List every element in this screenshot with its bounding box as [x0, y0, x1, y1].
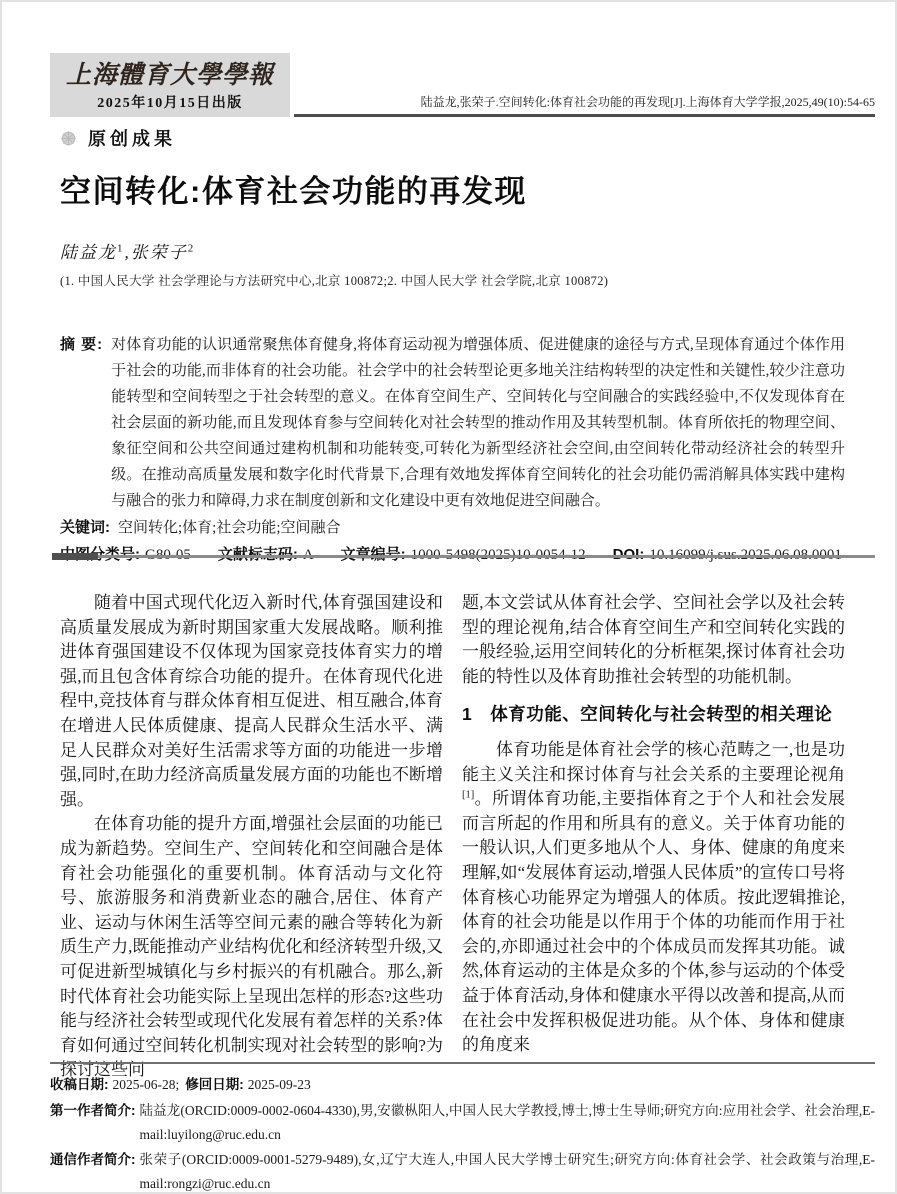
left-column [60, 591, 453, 1083]
corresponding-author-bio [50, 1148, 875, 1194]
keywords-label: 关键词: [60, 519, 110, 536]
citation-line: 陆益龙,张荣子.空间转化:体育社会功能的再发现[J].上海体育大学学报,2025,49(10):54-65 [294, 93, 875, 117]
abstract-label: 摘 要: [60, 336, 104, 353]
received-date: 2025-06-28; [112, 1077, 180, 1092]
frontmatter [60, 332, 845, 568]
first-author-bio [50, 1099, 875, 1148]
author-affiliation-mark: 2 [187, 242, 196, 255]
right-column [453, 591, 845, 1083]
corresponding-author-label: 通信作者简介: [50, 1151, 136, 1167]
frontmatter-divider [52, 553, 875, 561]
section-heading [462, 702, 845, 727]
abstract-block [60, 332, 845, 514]
globe-seal-icon [60, 130, 77, 147]
keywords-text: 空间转化;体育;社会功能;空间融合 [118, 520, 341, 536]
dates-row [50, 1073, 875, 1098]
masthead [50, 53, 875, 117]
abstract-text: 对体育功能的认识通常聚焦体育健身,将体育运动视为增强体质、促进健康的途径与方式,呈现体育通过个体作用于社会的功能,而非体育的社会功能。社会学中的社会转型论更多地关注结构转型的决定性和关键性,较少注意功能转型和空间转型之于社会转型的意义。在体育空间生产、空间转化与空间融合的实践经验中,不仅发现体育在社会层面的新功能,而且发现体育参与空间转化对社会转型的推动作用及其转型机制。体育所依托的物理空间、象征空间和公共空间通过建构机制和功能转变,可转化为新型经济社会空间,由空间转化带动经济社会的转型升级。在推动高质量发展和数字化时代背景下,合理有效地发挥体育空间转化的社会功能仍需消解具体实践中建构与融合的张力和障碍,力求在制度创新和文化建设中更有效地促进空间融合。 [111, 337, 845, 509]
body-paragraph: 在体育功能的提升方面,增强社会层面的功能已成为新趋势。空间生产、空间转化和空间融合是体育社会功能强化的重要机制。体育活动与文化符号、旅游服务和消费新业态的融合,居住、体育产业、运动与休闲生活等空间元素的融合等转化为新质生产力,既能推动产业结构优化和经济转型升级,又可促进新型城镇化与乡村振兴的有机融合。那么,新时代体育社会功能实际上呈现出怎样的形态?这些功能与经济社会转型或现代化发展有着怎样的关系?体育如何通过空间转化机制实现对社会转型的影响?为探讨这些问 [60, 814, 443, 1080]
keywords-block [60, 515, 845, 541]
section-title: 体育功能、空间转化与社会转型的相关理论 [490, 704, 833, 725]
first-author-text: 陆益龙(ORCID:0009-0002-0604-4330),男,安徽枞阳人,中国人民大学教授,博士,博士生导师;研究方向:应用社会学、社会治理,E-mail:luyilong@ruc.edu.cn [139, 1102, 875, 1142]
affiliation-line: (1. 中国人民大学 社会学理论与方法研究中心,北京 100872;2. 中国人民大学 社会学院,北京 100872) [60, 274, 609, 288]
divider-thick-segment [52, 553, 98, 560]
received-date-label: 收稿日期: [50, 1077, 109, 1092]
author-separator: , [124, 243, 131, 262]
first-author-label: 第一作者简介: [50, 1102, 136, 1118]
corresponding-author-text: 张荣子(ORCID:0009-0001-5279-9489),女,辽宁大连人,中国人民大学博士研究生;研究方向:体育社会学、社会政策与治理,E-mail:rongzi@ruc.edu.cn [139, 1151, 875, 1191]
body-paragraph-continuation: 题,本文尝试从体育社会学、空间社会学以及社会转型的理论视角,结合体育空间生产和空间转化实践的一般经验,运用空间转化的分析框架,探讨体育社会功能的特性以及体育助推社会转型的功能机制。 [462, 593, 845, 686]
footnote-block [50, 1062, 875, 1194]
revised-date: 2025-09-23 [247, 1077, 311, 1092]
author-affiliation-mark: 1 [117, 242, 125, 255]
journal-logo [50, 53, 290, 117]
author-line [60, 238, 195, 263]
section-number: 1 [462, 704, 473, 725]
author-name: 陆益龙 [60, 243, 117, 262]
badge-label: 原创成果 [88, 129, 176, 149]
original-work-badge [60, 125, 176, 151]
body-paragraph: 体育功能是体育社会学的核心范畴之一,也是功能主义关注和探讨体育与社会关系的主要理论视角[1]。所谓体育功能,主要指体育之于个人和社会发展而言所起的作用和所具有的意义。关于体育功能的一般认识,人们更多地从个人、身体、健康的角度来理解,如“发展体育运动,增强人民体质”的宣传口号将体育核心功能界定为增强人的体质。按此逻辑推论,体育的社会功能是以作用于个体的功能而作用于社会的,亦即通过社会中的个体成员而发挥其功能。诚然,体育运动的主体是众多的个体,参与运动的个体受益于体育活动,身体和健康水平得以改善和提高,从而在社会中发挥积极促进功能。从个体、身体和健康的角度来 [462, 739, 845, 1055]
article-title: 空间转化:体育社会功能的再发现 [60, 174, 527, 209]
body-paragraph: 随着中国式现代化迈入新时代,体育强国建设和高质量发展成为新时期国家重大发展战略。顺利推进体育强国建设不仅体现为国家竞技体育实力的增强,而且包含体育综合功能的提升。在体育现代化进程中,竞技体育与群众体育相互促进、相互融合,体育在增进人民体质健康、提高人民群众生活水平、满足人民群众对美好生活需求等方面的功能进一步增强,同时,在助力经济高质量发展方面的功能也不断增强。 [60, 593, 443, 809]
author-name: 张荣子 [130, 243, 188, 262]
publication-date: 2025年10月15日出版 [97, 96, 243, 111]
journal-logo-title: 上海體育大學學報 [66, 60, 275, 89]
reference-mark: [1] [462, 789, 475, 801]
article-body [60, 591, 845, 1083]
revised-date-label: 修回日期: [185, 1077, 244, 1092]
divider-thin-segment [98, 555, 875, 558]
